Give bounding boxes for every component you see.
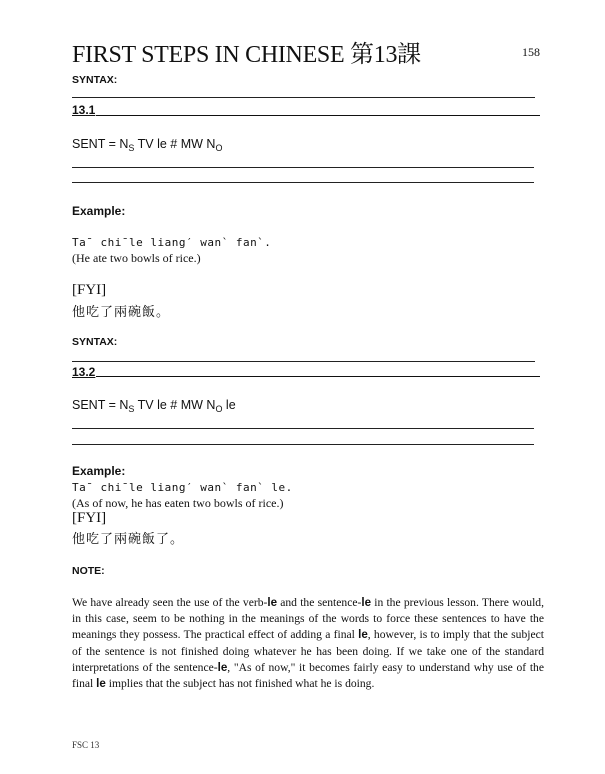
example-romanization: Ta¯ chi¯le liang′ wan` fan`.	[72, 236, 272, 249]
rule-line	[72, 167, 534, 168]
example-label: Example:	[72, 464, 126, 478]
rule-line	[72, 182, 534, 183]
page-title: FIRST STEPS IN CHINESE 第13課	[72, 42, 421, 68]
syntax-label: SYNTAX:	[72, 336, 118, 348]
syntax-label: SYNTAX:	[72, 74, 118, 86]
note-label: NOTE:	[72, 565, 105, 577]
syntax-formula: SENT = $N_S$ TV le # MW $N_O$	[72, 137, 223, 153]
rule-line	[72, 361, 535, 362]
rule-line	[72, 428, 534, 429]
page-footer: FSC 13	[72, 740, 100, 750]
rule-line	[96, 115, 540, 116]
rule-line	[72, 97, 535, 98]
example-chinese: 他吃了兩碗飯了。	[72, 532, 185, 547]
page-number: 158	[522, 45, 540, 59]
example-romanization: Ta¯ chi¯le liang′ wan` fan` le.	[72, 481, 293, 494]
example-translation: (He ate two bowls of rice.)	[72, 251, 201, 265]
example-translation: (As of now, he has eaten two bowls of rice.)	[72, 496, 284, 510]
syntax-number: 13.2	[72, 365, 96, 379]
example-label: Example:	[72, 204, 126, 218]
note-paragraph: We have already seen the use of the verb-le and the sentence-le in the previous lesson. There would, in this case, seem to be nothing in the meanings of the words to force these sentences to have the meanings they possess. The practical effect of adding a final le, however, is to imply that the subject of the sentence is not finished doing whatever he has been doing. If we take one of the standard interpretations of the sentence-le, "As of now," it becomes fairly easy to understand why use of the final le implies that the subject has not finished what he is doing.	[72, 596, 544, 691]
rule-line	[96, 376, 540, 377]
fyi-label: [FYI]	[72, 282, 107, 298]
rule-line	[72, 444, 534, 445]
example-chinese: 他吃了兩碗飯。	[72, 305, 171, 320]
syntax-number: 13.1	[72, 103, 96, 117]
syntax-formula: SENT = $N_S$ TV le # MW $N_O$ le	[72, 398, 236, 414]
fyi-label: [FYI]	[72, 510, 107, 526]
